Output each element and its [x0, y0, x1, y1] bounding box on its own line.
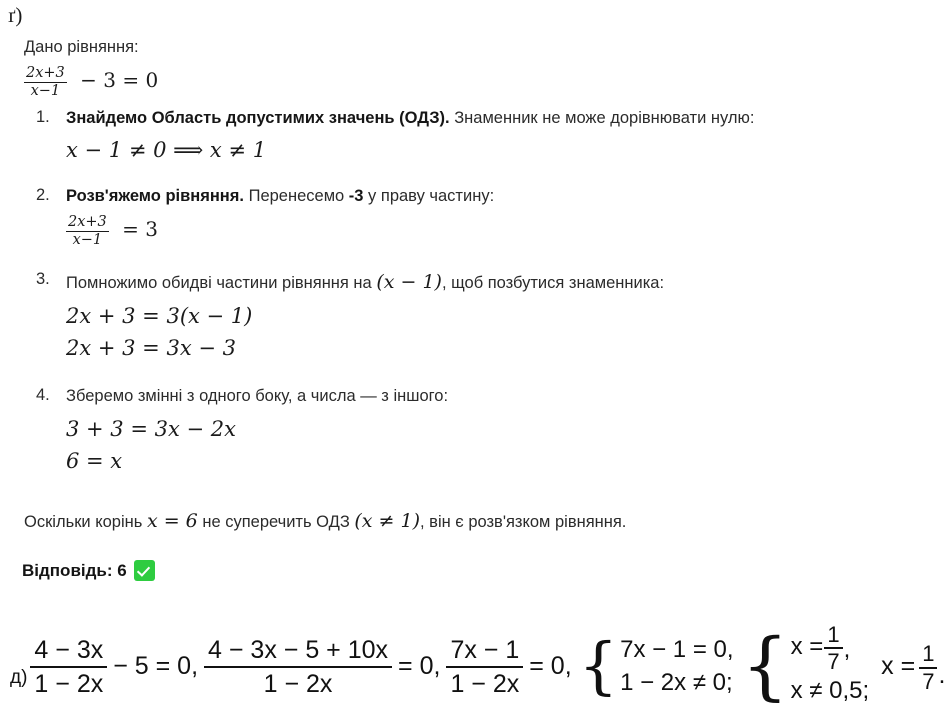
part-d-final-answer: [881, 641, 945, 694]
step-2-math-rest: = 3: [122, 217, 158, 242]
step-4-text: Зберемо змінні з одного боку, а числа — з іншого:: [66, 387, 449, 406]
given-fraction-denominator: x−1: [30, 83, 61, 100]
step-2-number: 2.: [36, 186, 50, 205]
part-d-fraction-2: [204, 636, 392, 698]
part-d-fraction-1-numerator: 4 − 3x: [34, 635, 104, 664]
section-label: ґ): [8, 3, 23, 27]
part-d-system-2-rows: [791, 622, 870, 711]
part-d-system-2-row-1-post: ,: [843, 636, 851, 664]
step-3-text: [66, 270, 917, 295]
part-d-fraction-3-denominator: 1 − 2x: [446, 666, 523, 698]
part-d-row: [10, 622, 945, 711]
step-4-number: 4.: [36, 386, 50, 405]
step-4-math-2: 6 = x: [66, 448, 123, 473]
part-d-final-fraction-denominator: 7: [919, 667, 937, 693]
left-curly-brace-icon-2: {: [741, 622, 789, 709]
answer-line: [22, 560, 155, 581]
part-d-system-2-row-1-pre: x =: [790, 632, 824, 660]
part-d-fraction-3-numerator: 7x − 1: [450, 635, 520, 664]
green-check-badge-icon: [134, 560, 155, 581]
step-2-fraction-denominator: x−1: [72, 232, 103, 248]
step-4: [0, 386, 917, 477]
given-fraction: [24, 66, 67, 99]
solution-steps: [0, 108, 917, 491]
conclusion-part-3: , він є розв'язком рівняння.: [420, 513, 627, 531]
step-3: [0, 270, 917, 364]
part-d-system-1-row-1: 7x − 1 = 0,: [620, 636, 734, 664]
step-2-fraction: [66, 215, 109, 248]
step-2-bold: Розв'яжемо рівняння.: [66, 187, 244, 206]
part-d-fraction-2-numerator: 4 − 3x − 5 + 10x: [208, 635, 389, 664]
left-curly-brace-icon: {: [578, 629, 619, 703]
step-4-math-1: 3 + 3 = 3x − 2x: [66, 417, 236, 442]
conclusion-text: [24, 510, 626, 532]
given-equation-rest: − 3 = 0: [80, 68, 159, 93]
part-d-fraction-2-denominator: 1 − 2x: [204, 666, 392, 698]
step-3-math-2: 2x + 3 = 3x − 3: [66, 335, 236, 360]
part-d-system-1: [578, 629, 734, 703]
step-2-text-before: Перенесемо: [244, 187, 349, 206]
part-d-operator-2: = 0,: [398, 652, 441, 681]
part-d-final-fraction: [919, 642, 937, 692]
part-d-fraction-1-denominator: 1 − 2x: [30, 666, 107, 698]
conclusion-math-2: (x ≠ 1): [354, 510, 421, 532]
step-1-text: [66, 108, 917, 130]
part-d-fraction-1: [30, 636, 107, 698]
step-2: [0, 186, 917, 248]
part-d-fraction-3: [446, 636, 523, 698]
part-d-final-pre: x =: [881, 652, 916, 681]
part-d-operator-1: − 5 = 0,: [113, 652, 199, 681]
part-d-system-1-row-2: 1 − 2x ≠ 0;: [620, 668, 733, 696]
step-2-math: [66, 214, 917, 248]
step-1-rest: Знаменник не може дорівнювати нулю:: [449, 109, 755, 127]
conclusion-part-1: Оскільки корінь: [24, 513, 147, 531]
answer-label: Відповідь: 6: [22, 560, 127, 580]
part-d-operator-3: = 0,: [529, 652, 572, 681]
part-d-system-2-fraction-denominator: 7: [824, 647, 842, 673]
step-1-math: x − 1 ≠ 0 ⟹ x ≠ 1: [66, 137, 267, 162]
conclusion-math-1: x = 6: [146, 510, 198, 532]
step-2-text: [66, 186, 917, 208]
part-d-system-2: [742, 622, 870, 711]
part-d-final-post: .: [938, 660, 945, 689]
given-equation: [24, 66, 158, 99]
step-1: [0, 108, 917, 166]
step-2-fraction-numerator: 2x+3: [66, 215, 109, 232]
part-d-system-2-row-1: [790, 622, 870, 675]
given-lead-text: Дано рівняння:: [24, 38, 139, 56]
step-2-text-after: у праву частину:: [363, 187, 495, 206]
step-3-text-after: , щоб позбутися знаменника:: [441, 274, 665, 293]
given-fraction-numerator: 2x+3: [24, 66, 67, 83]
part-d-system-2-row-2: x ≠ 0,5;: [790, 677, 870, 705]
part-d-final-fraction-numerator: 1: [922, 641, 935, 667]
step-3-text-before: Помножимо обидві частини рівняння на: [66, 274, 377, 293]
part-d-system-2-fraction-numerator: 1: [827, 622, 840, 647]
step-3-inline-math: (x − 1): [376, 271, 442, 294]
step-3-number: 3.: [36, 270, 50, 289]
step-1-number: 1.: [36, 108, 50, 126]
part-d-system-2-fraction: [824, 623, 842, 673]
step-2-bold-value: -3: [348, 187, 364, 206]
conclusion-part-2: не суперечить ОДЗ: [197, 513, 355, 531]
part-d-label: д): [10, 667, 28, 689]
step-3-math-1: 2x + 3 = 3(x − 1): [66, 304, 253, 329]
step-1-bold: Знайдемо Область допустимих значень (ОДЗ).: [66, 109, 450, 127]
part-d-system-1-rows: [620, 634, 733, 698]
